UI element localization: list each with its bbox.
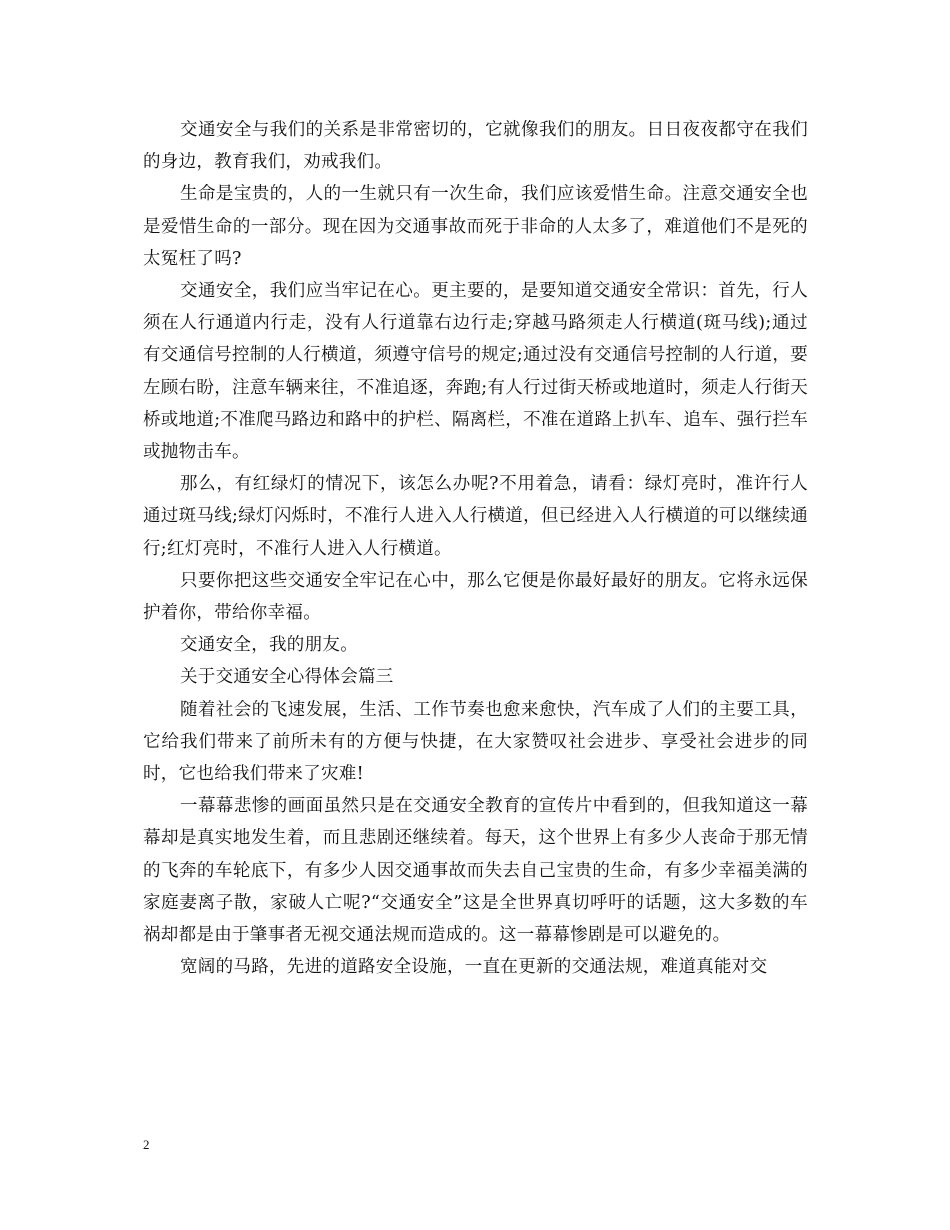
paragraph: 交通安全，我的朋友。 [180, 635, 358, 656]
paragraph: 只要你把这些交通安全牢记在心中，那么它便是你最好最好的朋友。它将永远保护着你，带给你幸福。 [143, 570, 808, 624]
paragraph: 交通安全，我们应当牢记在心。更主要的，是要知道交通安全常识：首先，行人须在人行通道内行走，没有人行道靠右边行走;穿越马路须走人行横道(斑马线);通过有交通信号控制的人行横道，须遵守信号的规定;通过没有交通信号控制的人行道，要左顾右盼，注意车辆来往，不准追逐，奔跑;有人行过街天桥或地道时，须走人行街天桥或地道;不准爬马路边和路中的护栏、隔离栏，不准在道路上扒车、追车、强行拦车或抛物击车。 [143, 281, 808, 463]
paragraph: 一幕幕悲惨的画面虽然只是在交通安全教育的宣传片中看到的，但我知道这一幕幕却是真实地发生着，而且悲剧还继续着。每天，这个世界上有多少人丧命于那无情的飞奔的车轮底下，有多少人因交通事故而失去自己宝贵的生命，有多少幸福美满的家庭妻离子散，家破人亡呢?“交通安全”这是全世界真切呼吁的话题，这大多数的车祸却都是由于肇事者无视交通法规而造成的。这一幕幕惨剧是可以避免的。 [143, 796, 808, 946]
paragraph: 那么，有红绿灯的情况下，该怎么办呢?不用着急，请看：绿灯亮时，准许行人通过斑马线;绿灯闪烁时，不准行人进入人行横道，但已经进入人行横道的可以继续通行;红灯亮时，不准行人进入人行横道。 [143, 474, 808, 559]
paragraph: 随着社会的飞速发展，生活、工作节奏也愈来愈快，汽车成了人们的主要工具，它给我们带来了前所未有的方便与快捷，在大家赞叹社会进步、享受社会进步的同时，它也给我们带来了灾难! [143, 699, 808, 785]
document-body [143, 114, 808, 983]
paragraph: 交通安全与我们的关系是非常密切的，它就像我们的朋友。日日夜夜都守在我们的身边，教育我们，劝戒我们。 [143, 120, 808, 173]
page-number: 2 [143, 1137, 150, 1152]
section-heading: 关于交通安全心得体会篇三 [180, 667, 394, 688]
paragraph: 生命是宝贵的，人的一生就只有一次生命，我们应该爱惜生命。注意交通安全也是爱惜生命的一部分。现在因为交通事故而死于非命的人太多了，难道他们不是死的太冤枉了吗? [143, 184, 808, 269]
paragraph: 宽阔的马路，先进的道路安全设施，一直在更新的交通法规，难道真能对交 [180, 957, 768, 978]
